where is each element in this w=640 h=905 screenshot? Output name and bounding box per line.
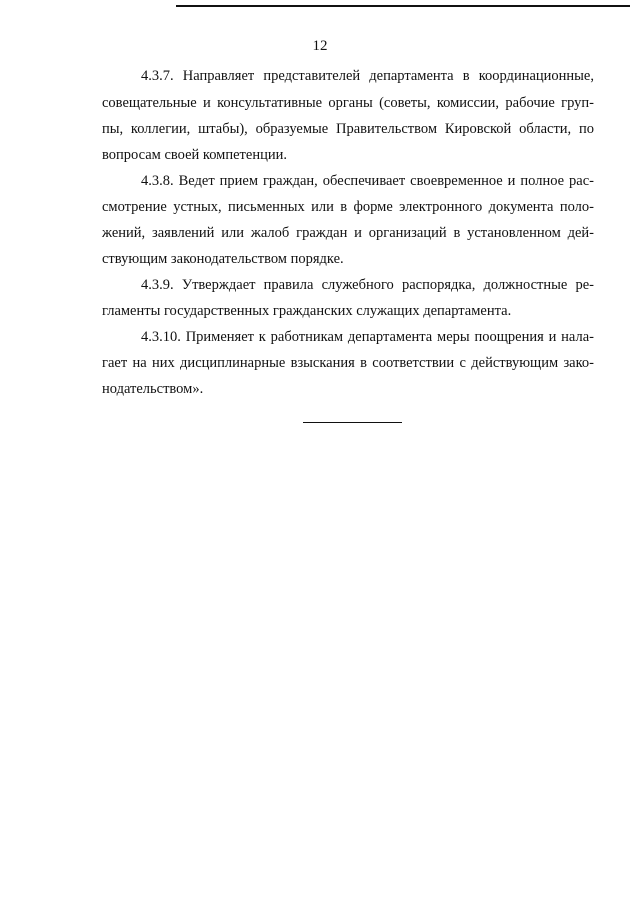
paragraph-line: ствующим законодательством порядке. (102, 251, 344, 267)
paragraph-line: гламенты государственных гражданских служащих департамента. (102, 303, 512, 319)
paragraph-line: пы, коллегии, штабы), образуемые Правительством Кировской области, по (102, 121, 594, 137)
page-number: 12 (312, 38, 328, 54)
paragraph-line: вопросам своей компетенции. (102, 147, 287, 163)
paragraph-line: 4.3.9. Утверждает правила служебного распорядка, должностные ре- (141, 277, 594, 293)
paragraph-line: смотрение устных, письменных или в форме электронного документа поло- (102, 199, 594, 215)
paragraph-line: нодательством». (102, 381, 204, 397)
paragraph-line: 4.3.8. Ведет прием граждан, обеспечивает своевременное и полное рас- (141, 173, 594, 189)
paragraph-line: совещательные и консультативные органы (советы, комиссии, рабочие груп- (102, 95, 594, 111)
paragraph-line: 4.3.7. Направляет представителей департамента в координационные, (141, 68, 594, 84)
paragraph-line: жений, заявлений или жалоб граждан и организаций в установленном дей- (102, 225, 594, 241)
top-rule (176, 5, 630, 7)
paragraph-line: гает на них дисциплинарные взыскания в соответствии с действующим зако- (102, 355, 594, 371)
paragraph-line: 4.3.10. Применяет к работникам департамента меры поощрения и нала- (141, 329, 594, 345)
end-of-text-rule (303, 422, 402, 423)
